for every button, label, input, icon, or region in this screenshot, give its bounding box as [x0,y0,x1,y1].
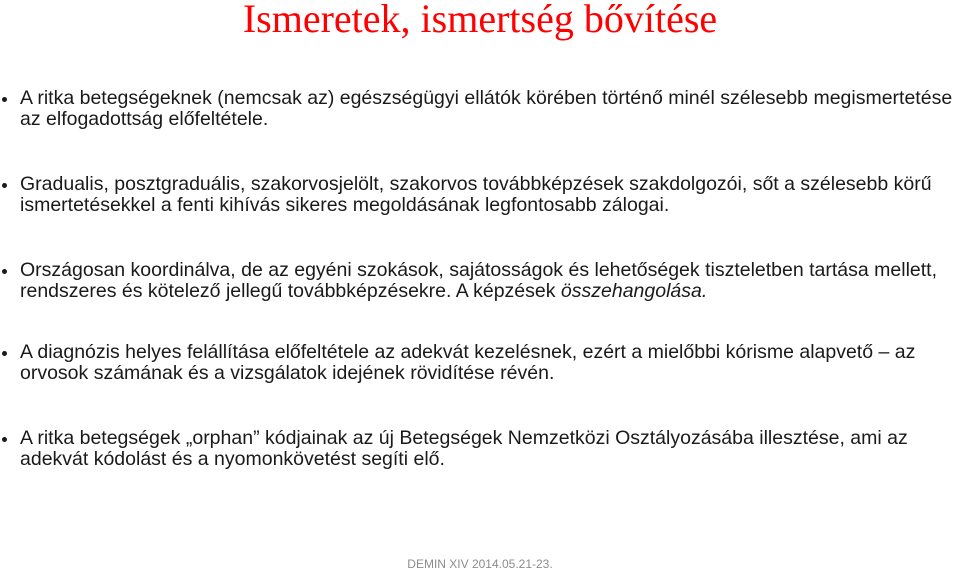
slide-title: Ismeretek, ismertség bővítése [242,0,718,41]
bullet-item [0,260,960,302]
bullet-dot-icon [2,97,7,102]
bullet-item [0,88,960,130]
bullet-item [0,428,960,470]
bullet-dot-icon [2,351,7,356]
bullet-item [0,174,960,216]
bullet-text: A ritka betegségeknek (nemcsak az) egészségügyi ellátók körében történő minél szélesebb megismertetése az elfogadottság előfeltétele. [20,87,953,130]
bullet-text: Országosan koordinálva, de az egyéni szokások, sajátosságok és lehetőségek tiszteletben tartása mellett, rendszeres és kötelező jellegű továbbképzésekre. A képzések [20,259,938,302]
bullet-dot-icon [2,183,7,188]
bullet-dot-icon [2,269,7,274]
bullet-text-italic: összehangolása. [560,280,708,302]
slide-footer: DEMIN XIV 2014.05.21-23. [407,557,553,571]
bullet-text: A ritka betegségek „orphan” kódjainak az új Betegségek Nemzetközi Osztályozásába illesztése, ami az adekvát kódolást és a nyomonkövetést segíti elő. [20,427,908,470]
bullet-dot-icon [2,437,7,442]
bullet-item [0,342,960,384]
bullet-text: A diagnózis helyes felállítása előfeltétele az adekvát kezelésnek, ezért a mielőbbi kórisme alapvető – az orvosok számának és a vizsgálatok idejének rövidítése révén. [20,341,916,384]
bullet-text: Gradualis, posztgraduális, szakorvosjelölt, szakorvos továbbképzések szakdolgozói, sőt a szélesebb körű ismertetésekkel a fenti kihívás sikeres megoldásának legfontosabb zálogai. [20,173,932,216]
